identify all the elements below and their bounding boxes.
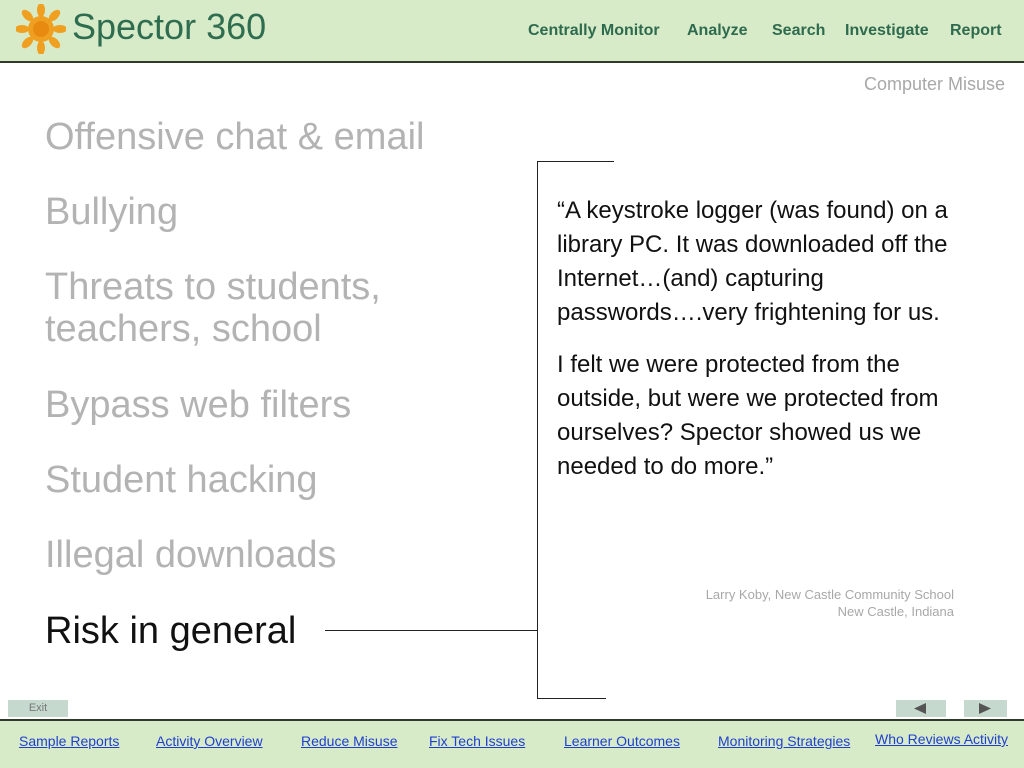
nav-analyze[interactable]: Analyze [687, 22, 748, 39]
attribution-place: New Castle, Indiana [837, 604, 954, 619]
footer-link-who-reviews-activity[interactable]: Who Reviews Activity [875, 731, 1009, 747]
menu-item-bypass-filters[interactable]: Bypass web filters [45, 384, 352, 426]
footer-link-activity-overview[interactable]: Activity Overview [156, 733, 263, 749]
quote-attribution [706, 586, 954, 620]
brand-title: Spector 360 [72, 6, 267, 47]
testimonial-quote [557, 194, 952, 484]
exit-button[interactable]: Exit [8, 700, 68, 717]
menu-item-threats[interactable]: Threats to students, teachers, school [45, 266, 381, 350]
sun-logo-icon [16, 4, 66, 54]
footer-link-reduce-misuse[interactable]: Reduce Misuse [301, 733, 398, 749]
nav-investigate[interactable]: Investigate [845, 22, 929, 39]
menu-item-student-hacking[interactable]: Student hacking [45, 459, 318, 501]
menu-item-illegal-downloads[interactable]: Illegal downloads [45, 534, 337, 576]
footer-link-sample-reports[interactable]: Sample Reports [19, 733, 120, 749]
attribution-name: Larry Koby, New Castle Community School [705, 587, 954, 602]
menu-item-bullying[interactable]: Bullying [45, 191, 179, 233]
nav-centrally-monitor[interactable]: Centrally Monitor [528, 22, 660, 39]
quote-paragraph-1: “A keystroke logger (was found) on a library PC. It was downloaded off the Internet…(and) capturing passwords….very frightening for us. [557, 197, 948, 326]
previous-button[interactable] [896, 700, 946, 717]
menu-item-risk-in-general[interactable]: Risk in general [45, 610, 297, 652]
bracket-top [537, 161, 614, 162]
triangle-right-icon [964, 700, 1007, 717]
menu-item-offensive-chat[interactable]: Offensive chat & email [45, 116, 425, 158]
nav-search[interactable]: Search [772, 22, 826, 39]
bracket-bottom [537, 698, 606, 699]
connector-line [325, 630, 538, 631]
quote-paragraph-2: I felt we were protected from the outside, but were we protected from ourselves? Spector showed us we needed to do more.” [557, 351, 939, 480]
footer-link-fix-tech-issues[interactable]: Fix Tech Issues [429, 733, 526, 749]
header-bar [0, 0, 1024, 63]
bracket-vertical [537, 161, 538, 699]
footer-bar [0, 719, 1024, 768]
section-label: Computer Misuse [863, 74, 1005, 94]
nav-report[interactable]: Report [950, 22, 1002, 39]
footer-link-monitoring-strategies[interactable]: Monitoring Strategies [718, 733, 851, 749]
triangle-left-icon [896, 700, 946, 717]
next-button[interactable] [964, 700, 1007, 717]
footer-link-learner-outcomes[interactable]: Learner Outcomes [564, 733, 680, 749]
